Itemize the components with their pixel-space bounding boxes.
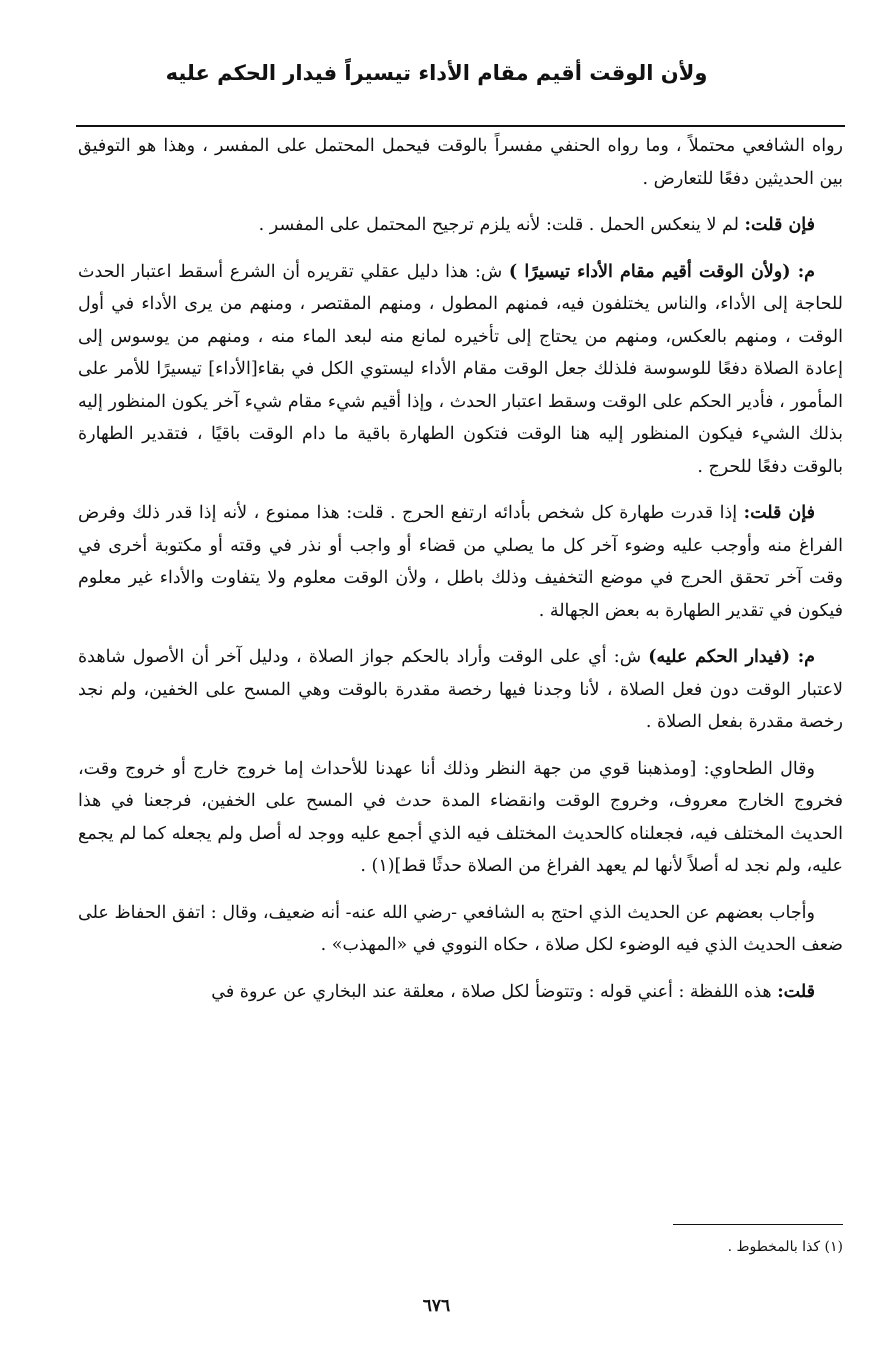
paragraph-tahawi — [78, 753, 843, 883]
paragraph-final — [78, 976, 843, 1009]
paragraph-reply — [78, 897, 843, 962]
paragraph-text: وقال الطحاوي: [ومذهبنا قوي من جهة النظر وذلك أنا عهدنا للأحداث إما خروج خارج أو خروج وقت، فخروج الخارج معروف، وخروج الوقت وانقضاء المدة حدث في المسح على الخفين، فرجعنا في هذا الحديث المختلف فيه، فجعلناه كالحديث المختلف فيه الذي أجمع عليه ووجد له أصل ولم يجعله كما لم يجمع عليه، ولم نجد له أصلاً لأنها لم يعهد الفراغ من الصلاة حدثًا قط](١) . — [78, 758, 843, 876]
paragraph-text: وأجاب بعضهم عن الحديث الذي احتج به الشافعي -رضي الله عنه- أنه ضعيف، وقال : اتفق الحفاظ على ضعف الحديث الذي فيه الوضوء لكل صلاة ، حكاه النووي في «المهذب» . — [78, 902, 843, 955]
paragraph-text: ش: هذا دليل عقلي تقريره أن الشرع أسقط اعتبار الحدث للحاجة إلى الأداء، والناس يختلفون فيه، فمنهم المطول ، ومنهم المقتصر ، ومنهم من يرى الأداء في أول الوقت ، ومنهم بالعكس، ومنهم من يحتاج إلى تأخيره لمانع منه لبعد الماء منه ، ومنهم من يوسوس إلى إعادة الصلاة دفعًا للوسوسة فلذلك جعل الوقت مقام الأداء ليستوي الكل في بقاء[الأداء] تيسيرًا للأمر على المأمور ، فأدير الحكم على الوقت وسقط اعتبار الحدث ، وإذا أقيم شيء مقام شيء آخر يكون المنظور إليه بذلك الشيء فيكون المنظور إليه هنا الوقت فتكون الطهارة باقية ما دام الوقت باقيًا ، فتقدير الطهارة بالوقت دفعًا للحرج . — [78, 261, 843, 477]
body-text — [78, 130, 843, 1022]
paragraph-matn-time — [78, 256, 843, 484]
paragraph-text: رواه الشافعي محتملاً ، وما رواه الحنفي مفسراً بالوقت فيحمل المحتمل على المفسر ، وهذا هو التوفيق بين الحديثين دفعًا للتعارض . — [78, 136, 843, 189]
paragraph-lead: قلت: — [777, 981, 815, 1002]
paragraph-lead: فإن قلت: — [743, 503, 815, 523]
paragraph-lead: م: (فيدار الحكم عليه) — [648, 647, 816, 667]
paragraph-text: لم لا ينعكس الحمل . قلت: لأنه يلزم ترجيح المحتمل على المفسر . — [258, 215, 745, 235]
paragraph-objection-2 — [78, 497, 843, 627]
page-number: ٦٧٦ — [422, 1296, 451, 1316]
paragraph-text: إذا قدرت طهارة كل شخص بأدائه ارتفع الحرج . قلت: هذا ممنوع ، لأنه إذا قدر ذلك وفرض الفراغ منه وأوجب عليه وضوء آخر كل ما يصلي من قضاء أو واجب أو نذر في وقته أو مكتوبة أخرى في وقت آخر تحقق الحرج في موضع التخفيف وذلك باطل ، ولأن الوقت معلوم ولا يتفاوت والأداء غير معلوم فيكون في تقدير الطهارة به بعض الجهالة . — [78, 503, 843, 621]
paragraph-continuation — [78, 130, 843, 195]
paragraph-matn-ruling — [78, 641, 843, 739]
running-header: ولأن الوقت أقيم مقام الأداء تيسيراً فيدار الحكم عليه — [165, 61, 708, 85]
paragraph-text: هذه اللفظة : أعني قوله : وتتوضأ لكل صلاة ، معلقة عند البخاري عن عروة في — [211, 981, 778, 1002]
paragraph-objection — [78, 209, 843, 242]
header-rule — [76, 125, 845, 127]
paragraph-text: ش: أي على الوقت وأراد بالحكم جواز الصلاة ، ودليل آخر أن الأصول شاهدة لاعتبار الوقت دون فعل الصلاة ، لأنا وجدنا فيها رخصة مقدرة بالوقت وهي المسح على الخفين، ولم نجد رخصة مقدرة بفعل الصلاة . — [78, 647, 843, 732]
footnote-rule — [673, 1224, 843, 1225]
paragraph-lead: م: (ولأن الوقت أقيم مقام الأداء تيسيرًا ) — [508, 261, 815, 282]
paragraph-lead: فإن قلت: — [744, 215, 815, 235]
footnote: (١) كذا بالمخطوط . — [727, 1239, 843, 1255]
